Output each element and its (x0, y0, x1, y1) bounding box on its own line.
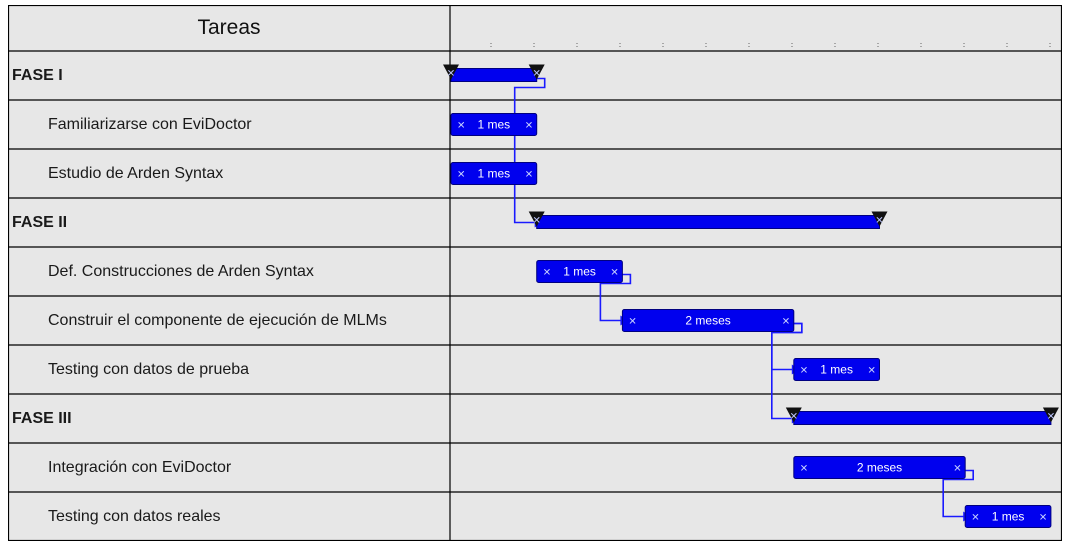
bar-start-marker: ✕ (799, 463, 809, 475)
task-label: Def. Construcciones de Arden Syntax (48, 263, 314, 280)
bar-start-marker: ✕ (971, 512, 980, 524)
milestone-marker: ✕ (532, 68, 541, 80)
task-label: Familiarizarse con EviDoctor (48, 116, 252, 133)
gantt-chart (8, 5, 1062, 541)
phase-label: FASE III (12, 410, 72, 427)
bar-end-marker: ✕ (1038, 512, 1048, 524)
milestone-marker: ✕ (875, 215, 884, 227)
task-label: Testing con datos de prueba (48, 361, 250, 378)
milestone-marker: ✕ (1046, 411, 1056, 423)
phase-bar (451, 69, 537, 82)
bar-duration-label: 1 mes (820, 362, 853, 377)
bar-end-marker: ✕ (781, 316, 791, 328)
bar-start-marker: ✕ (542, 267, 552, 279)
bar-duration-label: 1 mes (991, 509, 1025, 524)
bar-start-marker: ✕ (457, 120, 466, 132)
phase-label: FASE I (12, 67, 63, 84)
bar-start-marker: ✕ (628, 316, 637, 328)
bar-end-marker: ✕ (867, 365, 876, 377)
milestone-marker: ✕ (446, 68, 456, 80)
bar-duration-label: 2 meses (856, 460, 903, 475)
bar-end-marker: ✕ (610, 267, 619, 279)
tasks-column-header: Tareas (197, 16, 261, 39)
bar-end-marker: ✕ (524, 169, 534, 181)
bar-duration-label: 1 mes (477, 117, 511, 132)
milestone-marker: ✕ (789, 411, 798, 423)
bar-duration-label: 1 mes (477, 166, 511, 181)
task-label: Estudio de Arden Syntax (48, 165, 224, 182)
bar-start-marker: ✕ (799, 365, 809, 377)
phase-bar (537, 216, 880, 229)
milestone-marker: ✕ (532, 215, 541, 227)
bar-duration-label: 2 meses (685, 313, 731, 328)
task-label: Construir el componente de ejecución de MLMs (48, 312, 387, 329)
phase-bar (794, 412, 1051, 425)
bar-start-marker: ✕ (457, 169, 466, 181)
phase-label: FASE II (12, 214, 68, 231)
bar-duration-label: 1 mes (563, 264, 596, 279)
task-label: Integración con EviDoctor (48, 459, 232, 476)
bar-end-marker: ✕ (953, 463, 962, 475)
task-label: Testing con datos reales (48, 508, 221, 525)
bar-end-marker: ✕ (524, 120, 534, 132)
